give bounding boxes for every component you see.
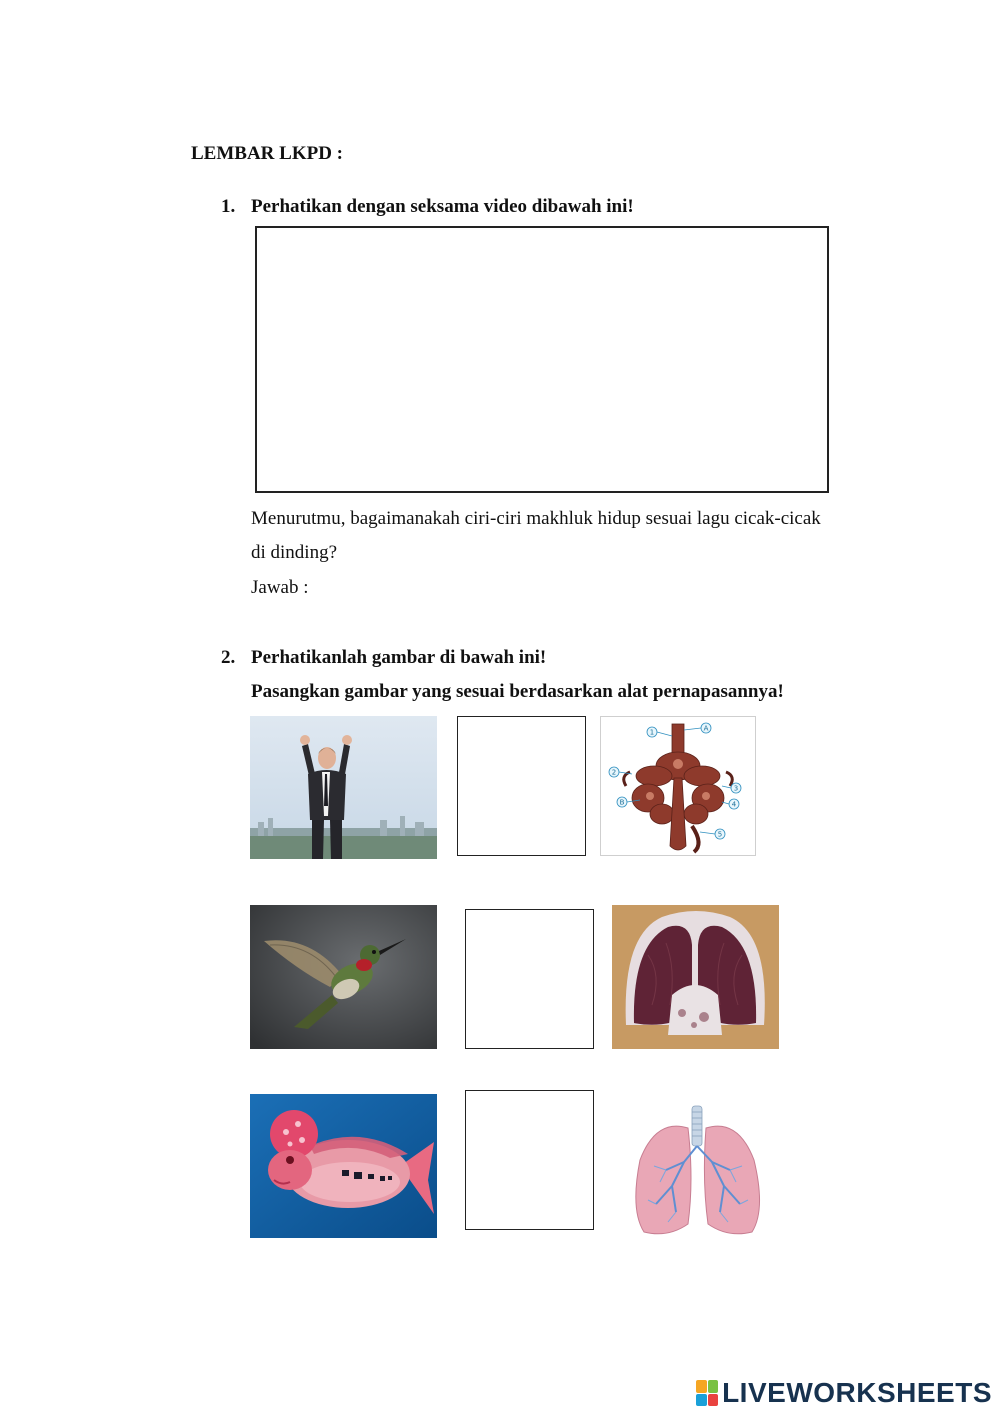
question-1-text-line2: di dinding? [251, 542, 338, 563]
louhan-fish-image[interactable] [250, 1094, 437, 1238]
diagram-label-4: 4 [731, 800, 737, 809]
video-placeholder[interactable] [255, 226, 829, 493]
question-1-instruction: Perhatikan dengan seksama video dibawah ini! [251, 196, 634, 217]
answer-label: Jawab : [251, 577, 309, 598]
match-box-1[interactable] [457, 716, 586, 856]
question-2-instruction-2: Pasangkan gambar yang sesuai berdasarkan alat pernapasannya! [251, 681, 784, 702]
liveworksheets-logo-text: LIVEWORKSHEETS [722, 1377, 992, 1408]
question-1-text-line1: Menurutmu, bagaimanakah ciri-ciri makhluk hidup sesuai lagu cicak-cicak [251, 508, 821, 529]
match-box-2[interactable] [465, 909, 594, 1049]
diagram-label-5: 5 [717, 830, 723, 839]
human-lungs-illustration[interactable] [626, 1100, 776, 1240]
hummingbird-image[interactable] [250, 905, 437, 1049]
question-1-number: 1. [221, 196, 236, 217]
diagram-label-a: A [703, 724, 709, 733]
question-2-instruction-1: Perhatikanlah gambar di bawah ini! [251, 647, 547, 668]
match-box-3[interactable] [465, 1090, 594, 1230]
liveworksheets-brand [696, 1376, 992, 1410]
liveworksheets-logo-icon [696, 1380, 718, 1406]
diagram-label-b: B [619, 798, 625, 807]
diagram-label-1: 1 [649, 728, 655, 737]
worksheet-title: LEMBAR LKPD : [191, 143, 343, 164]
bird-lungs-photo[interactable] [612, 905, 779, 1049]
diagram-label-2: 2 [611, 768, 617, 777]
question-2-number: 2. [221, 647, 236, 668]
businessman-image[interactable] [250, 716, 437, 859]
insect-trachea-diagram[interactable] [600, 716, 756, 856]
diagram-label-3: 3 [733, 784, 739, 793]
